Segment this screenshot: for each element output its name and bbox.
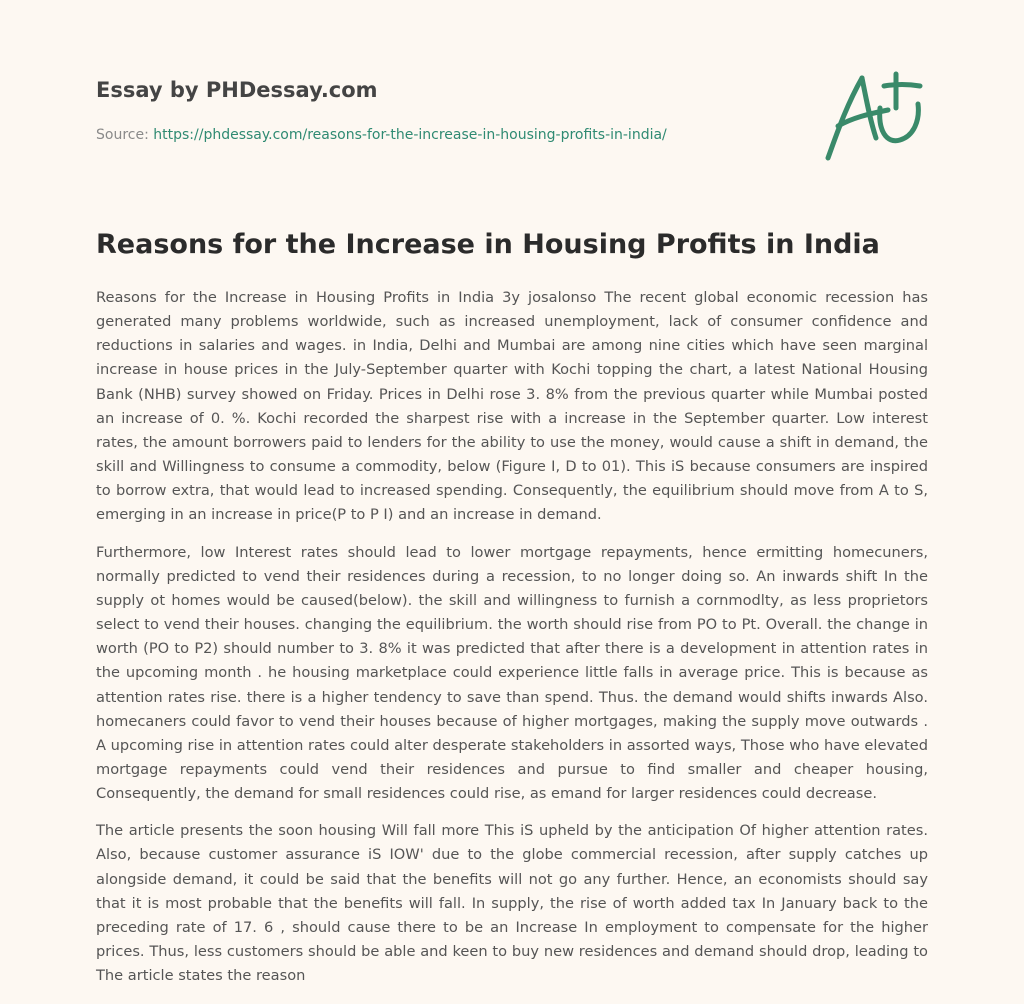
essay-header bbox=[96, 76, 796, 145]
essay-body bbox=[96, 286, 928, 1001]
essay-paragraph: Furthermore, low Interest rates should lead to lower mortgage repayments, hence ermitting homecuners, normally predicted to vend their residences during a recession, to no longer doing so. An inwards shift In the supply ot homes would be caused(below). the skill and willingness to furnish a cornmodlty, as less proprietors select to vend their houses. changing the equilibrium. the worth should rise from PO to Pt. Overall. the change in worth (PO to P2) should number to 3. 8% it was predicted that after there is a development in attention rates in the upcoming month . he housing marketplace could experience little falls in average price. This is because as attention rates rise. there is a higher tendency to save than spend. Thus. the demand would shifts inwards Also. homecaners could favor to vend their houses because of higher mortgages, making the supply move outwards . A upcoming rise in attention rates could alter desperate stakeholders in assorted ways, Those who have elevated mortgage repayments could vend their residences and pursue to find smaller and cheaper housing, Consequently, the demand for small residences could rise, as emand for larger residences could decrease. bbox=[96, 543, 928, 803]
a-plus-logo-graphic bbox=[822, 68, 926, 164]
source-link[interactable]: https://phdessay.com/reasons-for-the-increase-in-housing-profits-in-india/ bbox=[153, 127, 667, 143]
plus-horizontal-stroke bbox=[884, 85, 920, 87]
a-plus-logo-icon bbox=[822, 68, 926, 164]
essay-title: Reasons for the Increase in Housing Profits in India bbox=[96, 229, 880, 260]
essay-paragraph: Reasons for the Increase in Housing Profits in India 3y josalonso The recent global economic recession has generated many problems worldwide, such as increased unemployment, lack of consumer confidence and reductions in salaries and wages. in India, Delhi and Mumbai are among nine cities which have seen marginal increase in house prices in the July-September quarter with Kochi topping the chart, a latest National Housing Bank (NHB) survey showed on Friday. Prices in Delhi rose 3. 8% from the previous quarter while Mumbai posted an increase of 0. %. Kochi recorded the sharpest rise with a increase in the September quarter. Low interest rates, the amount borrowers paid to lenders for the ability to use the money, would cause a shift in demand, the skill and Willingness to consume a commodity, below (Figure I, D to 01). This iS because consumers are inspired to borrow extra, that would lead to increased spending. Consequently, the equilibrium should move from A to S, emerging in an increase in price(P to P I) and an increase in demand. bbox=[96, 289, 928, 524]
brand-title: Essay by PHDessay.com bbox=[96, 78, 378, 102]
source-label: Source: bbox=[96, 127, 154, 143]
a-right-stroke bbox=[862, 78, 876, 138]
essay-paragraph: The article presents the soon housing Will fall more This iS upheld by the anticipation Of higher attention rates. Also, because customer assurance iS IOW' due to the globe commercial recession, after supply catches up alongside demand, it could be said that the benefits will not go any further. Hence, an economists should say that it is most probable that the benefits will fall. In supply, the rise of worth added tax In January back to the preceding rate of 17. 6 , should cause there to be an Increase In employment to compensate for the higher prices. Thus, less customers should be able and keen to buy new residences and demand should drop, leading to The article states the reason bbox=[96, 822, 928, 985]
source-line bbox=[96, 125, 796, 145]
